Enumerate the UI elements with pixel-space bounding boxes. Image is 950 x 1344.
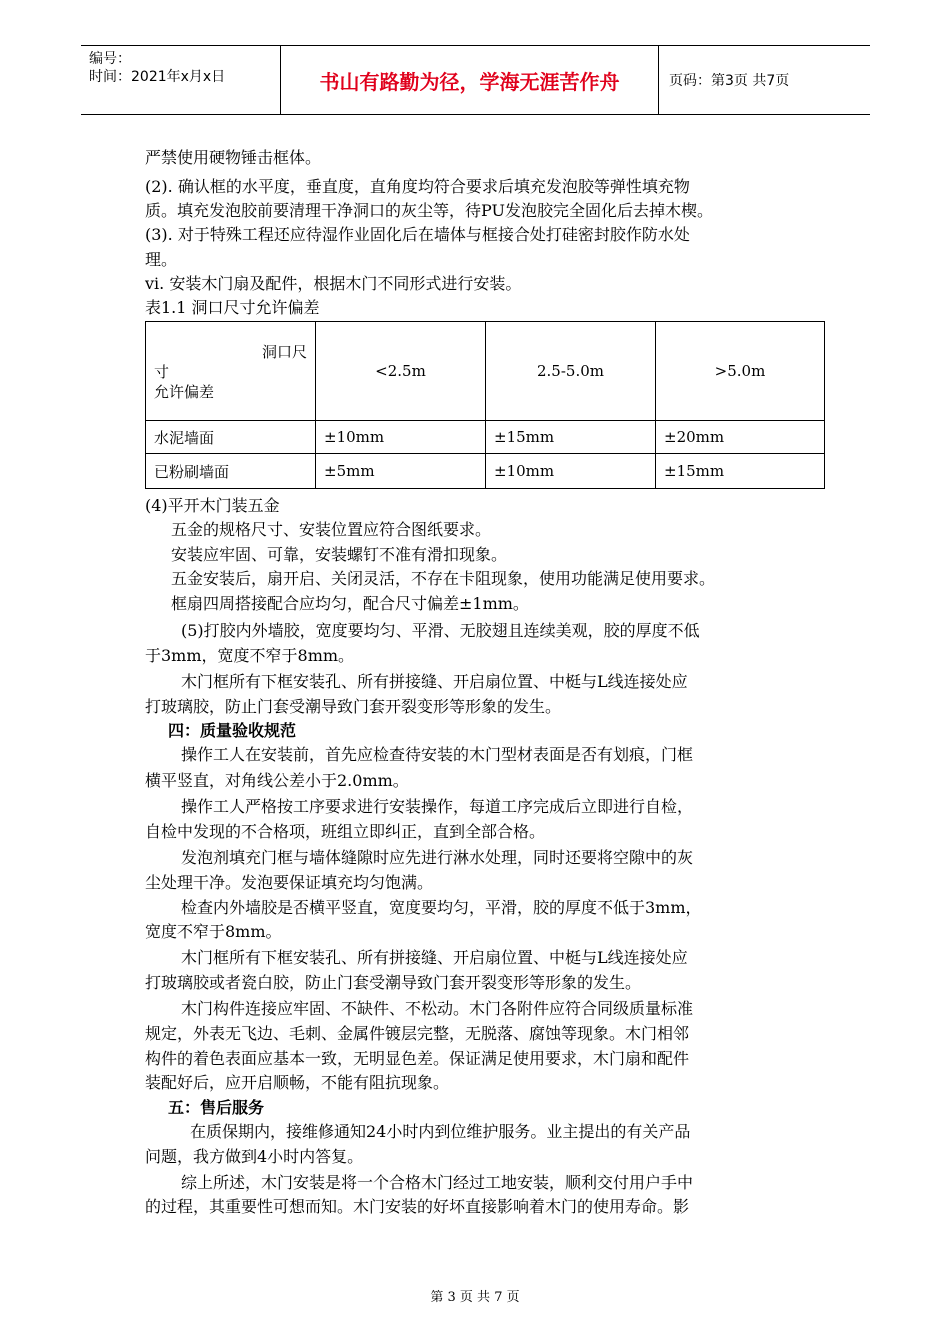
body-line: 构件的着色表面应基本一致，无明显色差。保证满足使用要求，木门扇和配件	[145, 1049, 690, 1068]
body-line: 五金的规格尺寸、安装位置应符合图纸要求。	[171, 520, 492, 539]
body-line: 尘处理干净。发泡要保证填充均匀饱满。	[145, 873, 434, 892]
corner-text: 寸	[154, 363, 170, 381]
body-line: 框扇四周搭接配合应均匀，配合尺寸偏差±1mm。	[171, 594, 529, 613]
column-header: <2.5m	[316, 322, 486, 421]
body-line: 横平竖直，对角线公差小于2.0mm。	[145, 771, 409, 790]
column-header: 2.5-5.0m	[486, 322, 656, 421]
body-line: (3). 对于特殊工程还应待湿作业固化后在墙体与框接合处打硅密封胶作防水处	[145, 225, 690, 244]
table-cell: ±20mm	[656, 421, 825, 454]
table-cell: ±5mm	[316, 454, 486, 489]
document-number: 编号：	[89, 51, 131, 67]
header-motto: 书山有路勤为径，学海无涯苦作舟	[281, 46, 659, 114]
body-line: 于3mm，宽度不窄于8mm。	[145, 646, 355, 665]
body-line: (5)打胶内外墙胶，宽度要均匀、平滑、无胶翅且连续美观，胶的厚度不低	[181, 621, 700, 640]
body-line: 木门框所有下框安装孔、所有拼接缝、开启扇位置、中梃与L线连接处应	[181, 948, 688, 967]
table-caption: 表1.1 洞口尺寸允许偏差	[145, 298, 320, 317]
table-row	[146, 454, 825, 489]
body-line: 问题，我方做到4小时内答复。	[145, 1147, 364, 1166]
body-line: 综上所述，木门安装是将一个合格木门经过工地安装，顺利交付用户手中	[181, 1173, 694, 1192]
body-line: 自检中发现的不合格项，班组立即纠正，直到全部合格。	[145, 822, 546, 841]
body-line: 严禁使用硬物锤击框体。	[145, 148, 322, 167]
body-line: 木门框所有下框安装孔、所有拼接缝、开启扇位置、中梃与L线连接处应	[181, 672, 688, 691]
page-header	[81, 45, 870, 115]
table-cell: ±10mm	[486, 454, 656, 489]
row-label: 已粉刷墙面	[146, 454, 316, 489]
body-line: (2). 确认框的水平度，垂直度，直角度均符合要求后填充发泡胶等弹性填充物	[145, 177, 690, 196]
table-header-row	[146, 322, 825, 421]
body-line: vi. 安装木门扇及配件，根据木门不同形式进行安装。	[145, 274, 522, 293]
body-line: 规定，外表无飞边、毛刺、金属件镀层完整，无脱落、腐蚀等现象。木门相邻	[145, 1024, 690, 1043]
body-line: 操作工人严格按工序要求进行安装操作，每道工序完成后立即进行自检，	[181, 797, 694, 816]
table-cell: ±10mm	[316, 421, 486, 454]
body-line: 在质保期内，接维修通知24小时内到位维护服务。业主提出的有关产品	[190, 1122, 691, 1141]
table-corner-cell	[146, 322, 316, 421]
corner-text: 允许偏差	[154, 383, 215, 401]
body-line: 检查内外墙胶是否横平竖直，宽度要均匀，平滑，胶的厚度不低于3mm，	[181, 898, 702, 917]
section-heading-service: 五：售后服务	[168, 1098, 265, 1117]
table-row	[146, 421, 825, 454]
body-line: (4)平开木门装五金	[145, 496, 280, 515]
body-line: 木门构件连接应牢固、不缺件、不松动。木门各附件应符合同级质量标准	[181, 999, 694, 1018]
tolerance-table	[145, 321, 825, 489]
body-line: 五金安装后，扇开启、关闭灵活，不存在卡阻现象，使用功能满足使用要求。	[171, 569, 716, 588]
corner-text: 洞口尺	[261, 343, 307, 361]
body-line: 质。填充发泡胶前要清理干净洞口的灰尘等，待PU发泡胶完全固化后去掉木楔。	[145, 201, 713, 220]
table-cell: ±15mm	[486, 421, 656, 454]
section-heading-quality: 四：质量验收规范	[168, 721, 297, 740]
row-label: 水泥墙面	[146, 421, 316, 454]
body-line: 发泡剂填充门框与墙体缝隙时应先进行淋水处理，同时还要将空隙中的灰	[181, 848, 694, 867]
body-line: 的过程，其重要性可想而知。木门安装的好坏直接影响着木门的使用寿命。影	[145, 1197, 690, 1216]
body-line: 安装应牢固、可靠，安装螺钉不准有滑扣现象。	[171, 545, 508, 564]
body-line: 操作工人在安装前，首先应检查待安装的木门型材表面是否有划痕，门框	[181, 745, 694, 764]
header-page-number: 页码：第3页 共7页	[669, 73, 790, 89]
document-date: 时间：2021年x月x日	[89, 69, 226, 85]
page-footer: 第 3 页 共 7 页	[430, 1290, 520, 1305]
body-line: 宽度不窄于8mm。	[145, 922, 282, 941]
body-line: 打玻璃胶，防止门套受潮导致门套开裂变形等形象的发生。	[145, 697, 562, 716]
header-meta	[81, 46, 281, 114]
column-header: >5.0m	[656, 322, 825, 421]
table-cell: ±15mm	[656, 454, 825, 489]
body-line: 装配好后，应开启顺畅，不能有阻抗现象。	[145, 1073, 450, 1092]
body-line: 打玻璃胶或者瓷白胶，防止门套受潮导致门套开裂变形等形象的发生。	[145, 973, 642, 992]
body-line: 理。	[145, 250, 178, 269]
